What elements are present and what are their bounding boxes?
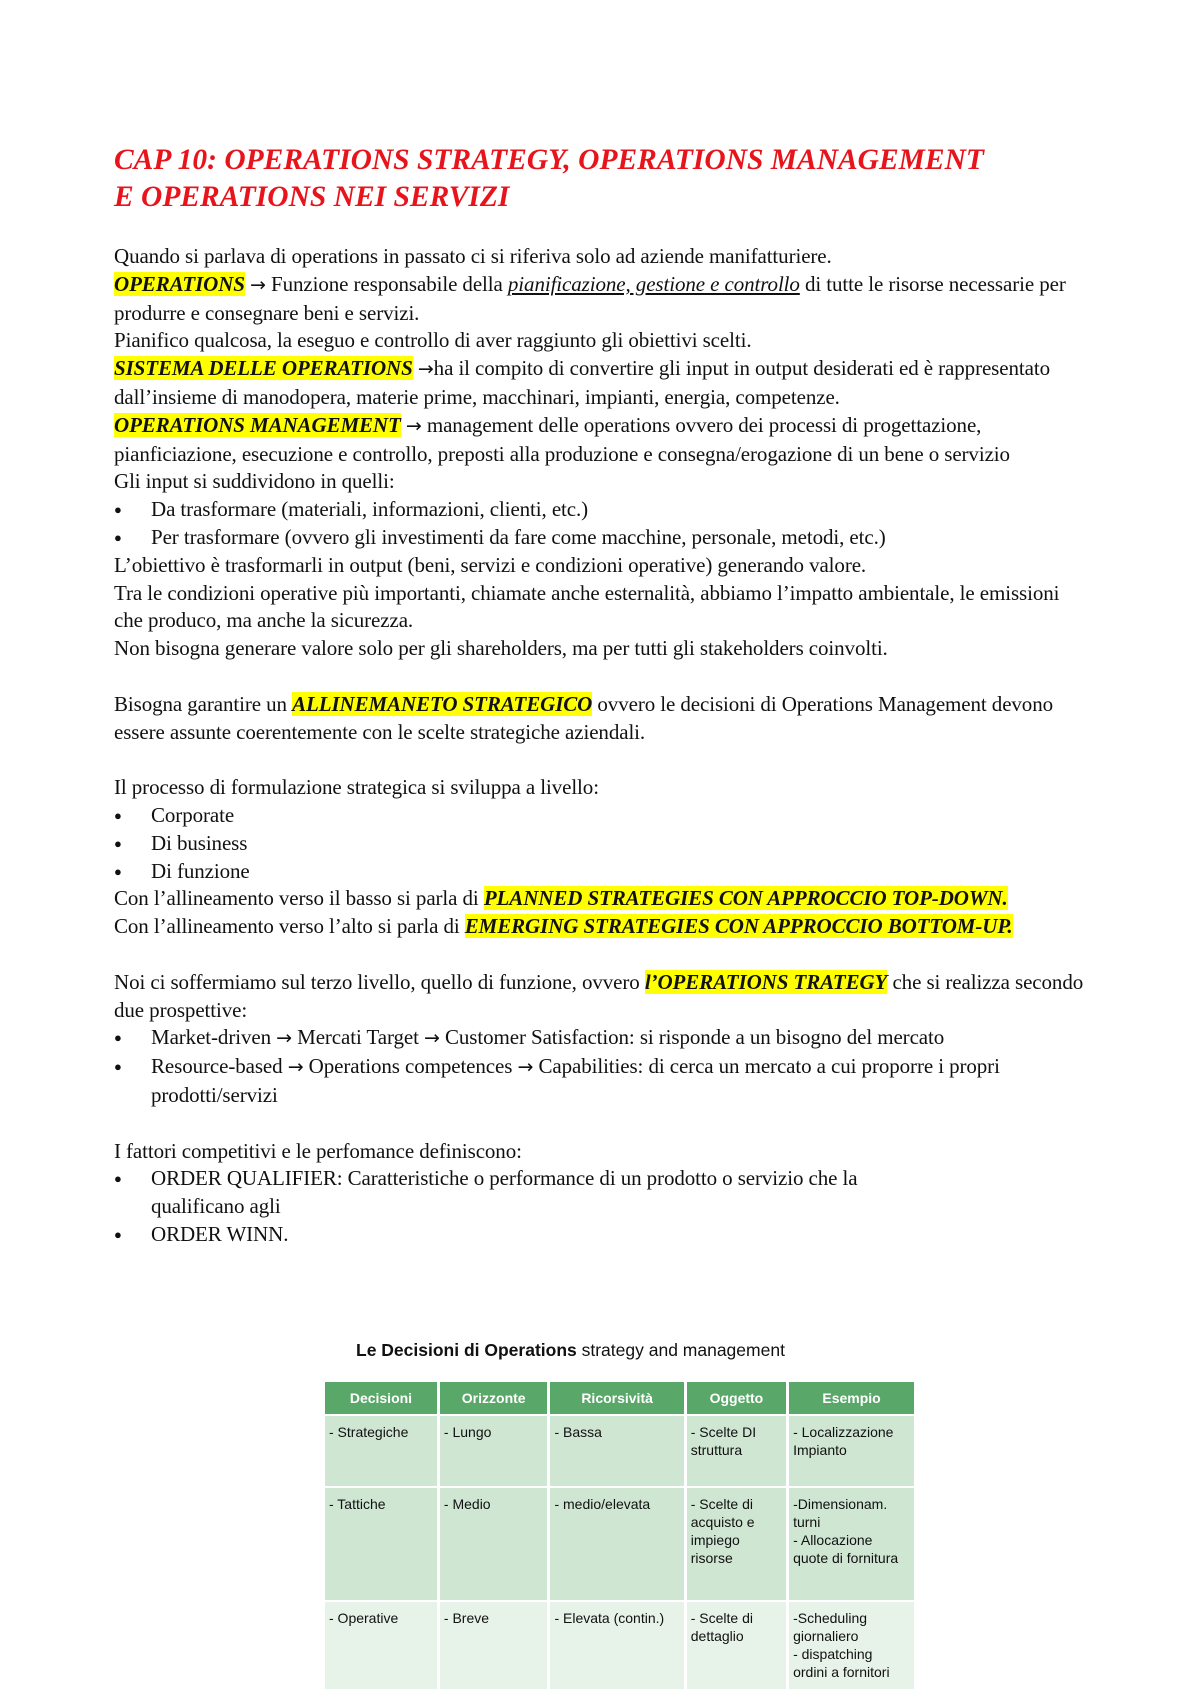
paragraph-input-intro: Gli input si suddividono in quelli: (114, 469, 395, 494)
decisions-table (322, 1380, 917, 1691)
column-header: Oggetto (687, 1382, 786, 1414)
text-fragment: Mercati Target (291, 1025, 424, 1050)
paragraph-operations-management (114, 412, 1089, 469)
fattori-list (114, 1165, 1089, 1248)
text-fragment: ha il compito di convertire gli input in output desiderati ed è rappresentato dall’insieme di manodopera, materie prime, macchinari, impianti, energia, competenze. (114, 356, 1050, 409)
table-cell: - Operative (325, 1602, 437, 1689)
text-fragment: qualificano agli (151, 1194, 281, 1219)
table-cell: - Bassa (550, 1416, 683, 1486)
list-item: ● Di business (114, 830, 1089, 858)
term-operations-strategy: l’OPERATIONS TRATEGY (644, 969, 888, 994)
text-fragment: Market-driven (151, 1025, 277, 1050)
table-cell: - Elevata (contin.) (550, 1602, 683, 1689)
arrow-right-icon: → (517, 1056, 534, 1079)
arrow-right-icon: → (424, 1027, 440, 1050)
spacer (114, 941, 1089, 969)
paragraph-valore: Non bisogna generare valore solo per gli shareholders, ma per tutti gli stakeholders coinvolti. (114, 636, 888, 661)
paragraph-operations-definition (114, 271, 1089, 328)
text-fragment: management delle operations ovvero dei processi di progettazione, pianficiazione, esecuzione e controllo, preposti alla produzione e consegna/erogazione di un bene o servizio (114, 412, 1010, 466)
paragraph-allineamento (114, 691, 1089, 747)
perspectives-list (114, 1024, 1089, 1109)
list-item (114, 1165, 1089, 1221)
term-allineamento-strategico: ALLINEMANETO STRATEGICO (292, 691, 593, 716)
arrow-right-icon: → (276, 1027, 292, 1050)
table-cell: - Breve (440, 1602, 548, 1689)
table-row (325, 1602, 914, 1689)
paragraph-processo: Il processo di formulazione strategica si sviluppa a livello: (114, 775, 599, 800)
text-fragment: Bisogna garantire un (114, 691, 293, 716)
levels-list (114, 802, 1089, 885)
text-fragment: Resource-based (151, 1054, 288, 1079)
text-fragment: ovvero le decisioni di Operations Management devono essere assunte coerentemente con le scelte strategiche aziendali. (114, 691, 1054, 744)
term-emerging-strategies: EMERGING STRATEGIES CON APPROCCIO BOTTOM-UP. (464, 914, 1013, 939)
decisions-figure-title (356, 1340, 785, 1361)
paragraph-emerging (114, 913, 1089, 941)
paragraph-intro: Quando si parlava di operations in passato ci si riferiva solo ad aziende manifatturiere. (114, 244, 832, 268)
document-body (114, 243, 1089, 1249)
column-header: Orizzonte (440, 1382, 548, 1414)
input-list (114, 496, 1089, 552)
term-planned-strategies: PLANNED STRATEGIES CON APPROCCIO TOP-DOWN. (483, 886, 1008, 911)
list-item: ● Da trasformare (materiali, informazioni, clienti, etc.) (114, 496, 1089, 524)
text-fragment: Le Decisioni di Operations (356, 1340, 577, 1360)
table-cell: -Dimensionam. turni - Allocazione quote di fornitura (789, 1488, 914, 1600)
table-row (325, 1488, 914, 1600)
list-item: ● ORDER WINN. (114, 1221, 1089, 1249)
paragraph-sistema (114, 355, 1089, 412)
list-item: ● Per trasformare (ovvero gli investimenti da fare come macchine, personale, metodi, etc.) (114, 524, 1089, 552)
arrow-right-icon: → (405, 414, 422, 437)
chapter-title (114, 142, 1114, 216)
column-header: Decisioni (325, 1382, 437, 1414)
term-operations-management: OPERATIONS MANAGEMENT (114, 412, 401, 437)
text-fragment: Funzione responsabile della (265, 271, 508, 296)
table-cell: - Scelte di dettaglio (687, 1602, 786, 1689)
arrow-right-icon: → (287, 1056, 304, 1079)
column-header: Esempio (789, 1382, 914, 1414)
text-fragment: Operations competences (303, 1054, 518, 1079)
list-item: ● Corporate (114, 802, 1089, 830)
table-cell: - medio/elevata (550, 1488, 683, 1600)
table-cell: - Strategiche (325, 1416, 437, 1486)
list-item: ● Di funzione (114, 858, 1089, 886)
arrow-right-icon: → (250, 273, 266, 296)
table-cell: - Scelte DI struttura (687, 1416, 786, 1486)
spacer (114, 663, 1089, 691)
list-item (114, 1053, 1089, 1110)
text-fragment: ORDER QUALIFIER: Caratteristiche o performance di un prodotto o servizio che la (151, 1166, 858, 1191)
table-cell: - Medio (440, 1488, 548, 1600)
term-sistema-operations: SISTEMA DELLE OPERATIONS (114, 356, 413, 381)
text-fragment: Capabilities: di cerca un mercato a cui proporre i propri prodotti/servizi (151, 1054, 1000, 1107)
paragraph-condizioni: Tra le condizioni operative più importanti, chiamate anche esternalità, abbiamo l’impatto ambientale, le emissioni che produco, ma anche la sicurezza. (114, 580, 1060, 633)
arrow-right-icon: → (417, 358, 434, 381)
table-header-row (325, 1382, 914, 1414)
underlined-text: pianificazione, gestione e controllo (507, 271, 800, 296)
chapter-title-line2: E OPERATIONS NEI SERVIZI (114, 181, 510, 213)
paragraph-planned (114, 885, 1089, 913)
text-fragment: Customer Satisfaction: si risponde a un bisogno del mercato (439, 1025, 945, 1050)
paragraph-pianifico: Pianifico qualcosa, la eseguo e controllo di aver raggiunto gli obiettivi scelti. (114, 328, 752, 353)
paragraph-obiettivo: L’obiettivo è trasformarli in output (beni, servizi e condizioni operative) generando valore. (114, 552, 867, 577)
column-header: Ricorsività (550, 1382, 683, 1414)
text-fragment: strategy and management (576, 1340, 785, 1360)
chapter-title-line1: CAP 10: OPERATIONS STRATEGY, OPERATIONS MANAGEMENT (114, 144, 984, 176)
text-fragment: Noi ci soffermiamo sul terzo livello, quello di funzione, ovvero (114, 969, 645, 994)
text-fragment: di tutte le risorse necessarie per produrre e consegnare beni e servizi. (114, 271, 1066, 325)
spacer (114, 746, 1089, 774)
text-fragment: che si realizza secondo due prospettive: (114, 969, 1084, 1022)
term-operations: OPERATIONS (114, 271, 245, 296)
list-item (114, 1024, 1089, 1053)
table-cell: - Lungo (440, 1416, 548, 1486)
paragraph-fattori: I fattori competitivi e le perfomance definiscono: (114, 1138, 522, 1163)
paragraph-terzo-livello (114, 969, 1089, 1025)
text-fragment: Con l’allineamento verso l’alto si parla di (114, 914, 465, 939)
table-cell: -Scheduling giornaliero - dispatching ordini a fornitori (789, 1602, 914, 1689)
table-cell: - Scelte di acquisto e impiego risorse (687, 1488, 786, 1600)
table-cell: - Localizzazione Impianto (789, 1416, 914, 1486)
table-cell: - Tattiche (325, 1488, 437, 1600)
spacer (114, 1110, 1089, 1138)
table-row (325, 1416, 914, 1486)
text-fragment: Con l’allineamento verso il basso si parla di (114, 886, 484, 911)
